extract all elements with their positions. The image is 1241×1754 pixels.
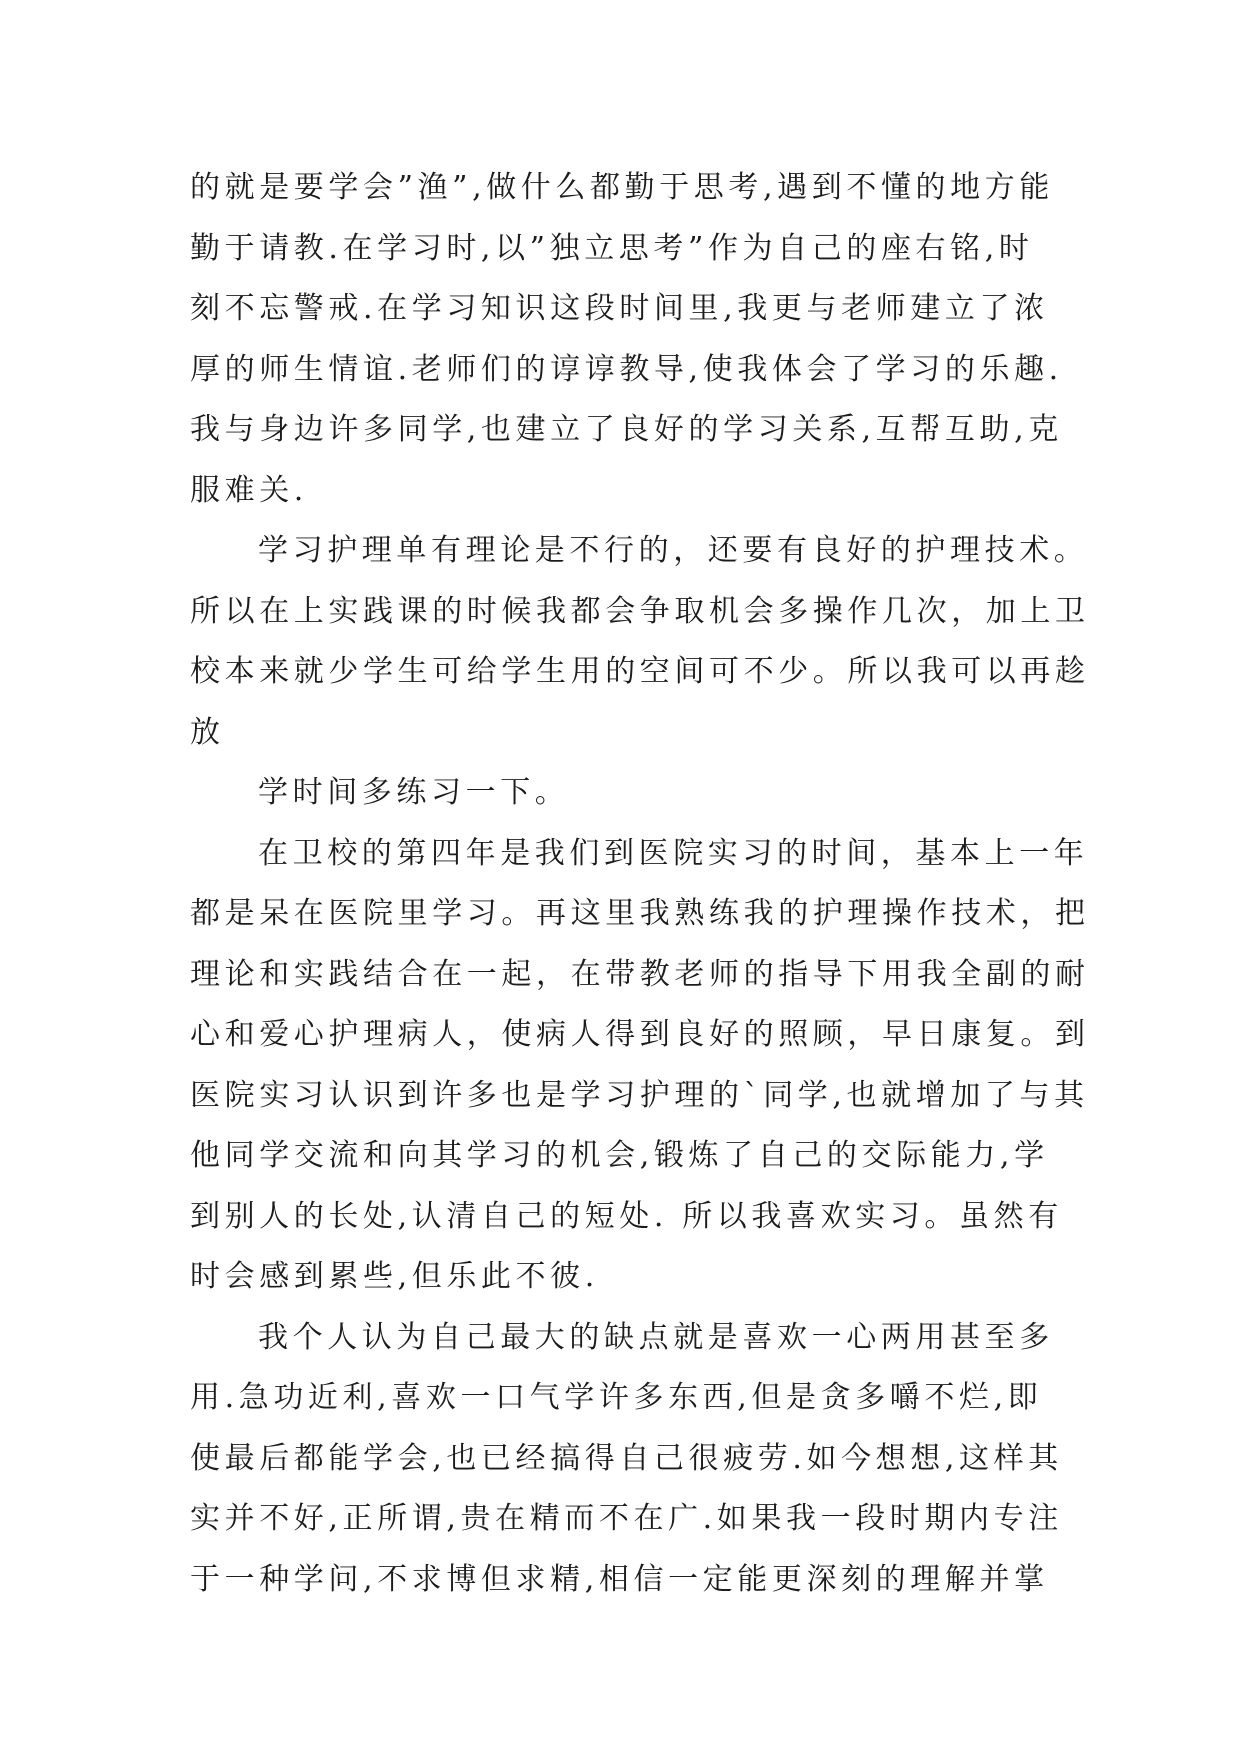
text-line: 心和爱心护理病人，使病人得到良好的照顾，早日康复。到 <box>190 1017 1090 1052</box>
text-line: 我与身边许多同学,也建立了良好的学习关系,互帮互助,克 <box>190 412 1063 447</box>
text-line: 勤于请教.在学习时,以”独立思考”作为自己的座右铭,时 <box>190 230 1034 266</box>
text-line: 所以在上实践课的时候我都会争取机会多操作几次，加上卫 <box>190 593 1090 629</box>
text-line: 他同学交流和向其学习的机会,锻炼了自己的交际能力,学 <box>190 1138 1049 1173</box>
text-line: 于一种学问,不求博但求精,相信一定能更深刻的理解并掌 <box>190 1561 1049 1597</box>
text-line: 校本来就少学生可给学生用的空间可不少。所以我可以再趁 <box>190 654 1090 689</box>
document-body <box>190 158 1090 1610</box>
text-line: 实并不好,正所谓,贵在精而不在广.如果我一段时期内专注 <box>190 1501 1063 1536</box>
text-line: 医院实习认识到许多也是学习护理的`同学,也就增加了与其 <box>190 1077 1089 1113</box>
text-line: 刻不忘警戒.在学习知识这段时间里,我更与老师建立了浓 <box>190 291 1049 326</box>
text-line: 的就是要学会”渔”,做什么都勤于思考,遇到不懂的地方能 <box>190 170 1054 205</box>
text-line: 服难关. <box>190 472 308 508</box>
text-line: 使最后都能学会,也已经搞得自己很疲劳.如今想想,这样其 <box>190 1440 1063 1476</box>
paragraph-start-line: 我个人认为自己最大的缺点就是喜欢一心两用甚至多 <box>258 1319 1054 1355</box>
text-line: 都是呆在医院里学习。再这里我熟练我的护理操作技术，把 <box>190 896 1090 931</box>
text-line: 放 <box>190 714 225 750</box>
text-line: 到别人的长处,认清自己的短处. 所以我喜欢实习。虽然有 <box>190 1198 1063 1234</box>
text-line: 时会感到累些,但乐此不彼. <box>190 1259 599 1294</box>
paragraph-start-line: 在卫校的第四年是我们到医院实习的时间，基本上一年 <box>258 835 1089 871</box>
text-line: 厚的师生情谊.老师们的谆谆教导,使我体会了学习的乐趣. <box>190 351 1063 387</box>
paragraph-start-line: 学习护理单有理论是不行的，还要有良好的护理技术。 <box>258 533 1089 568</box>
text-line: 用.急功近利,喜欢一口气学许多东西,但是贪多嚼不烂,即 <box>190 1380 1043 1415</box>
text-line: 理论和实践结合在一起，在带教老师的指导下用我全副的耐 <box>190 956 1090 992</box>
paragraph-start-line: 学时间多练习一下。 <box>258 775 570 810</box>
